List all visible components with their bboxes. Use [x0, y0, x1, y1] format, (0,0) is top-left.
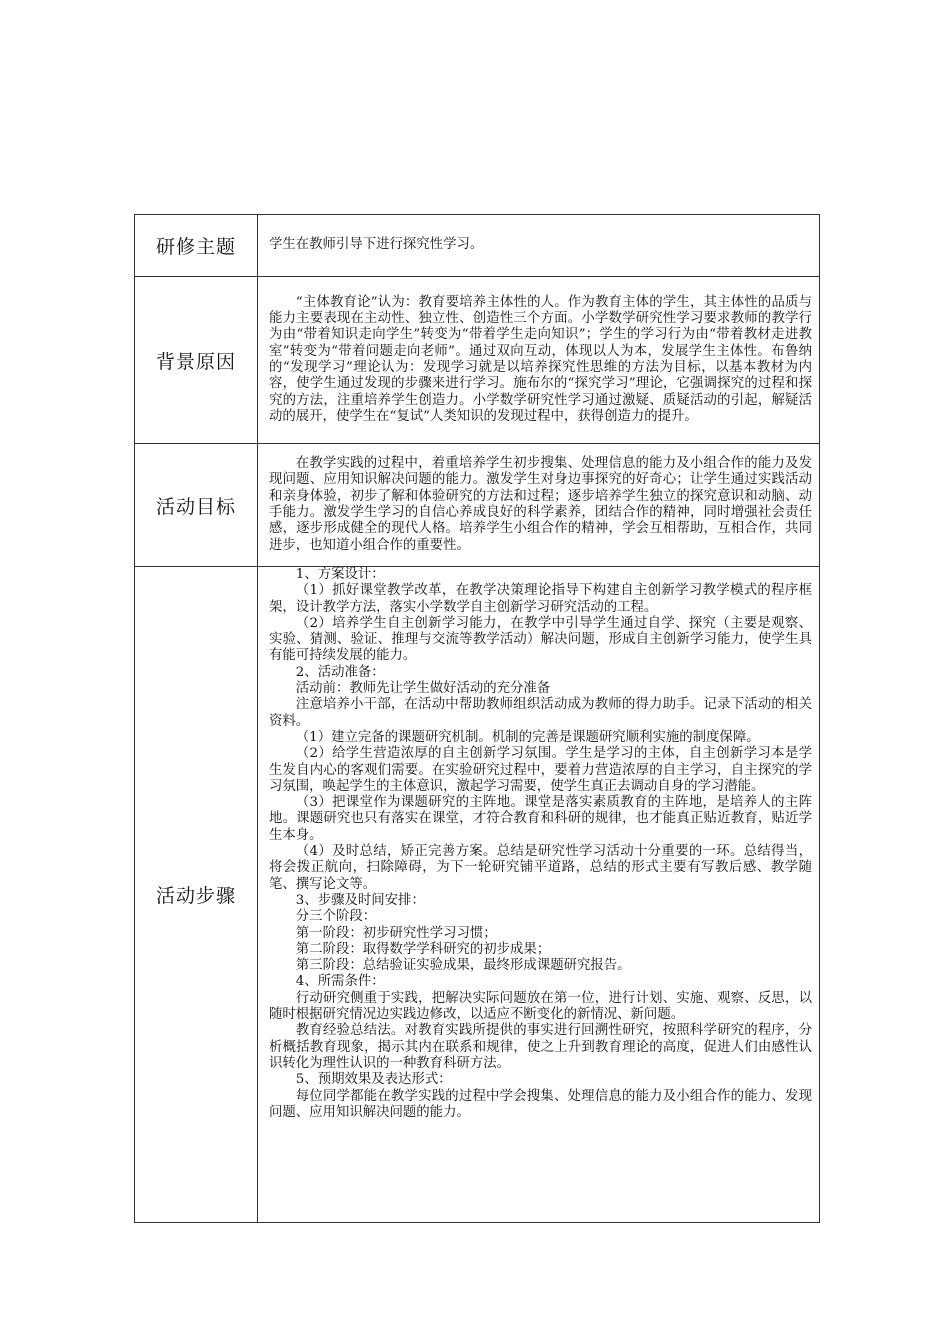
steps-paragraph: 活动前：教师先让学生做好活动的充分准备: [295, 681, 551, 697]
background-paragraph: “主体教育论”认为：教育要培养主体性的人。作为教育主体的学生，其主体性的品质与能力主要表现在主动性、独立性、创造性三个方面。小学数学研究性学习要求教师的教学行为由“带着知识走向学生”转变为“带着学生走向知识”；学生的学习行为由“带着教材走进教室”转变为“带着问题走向老师”。通过双向互动，体现以人为本，发展学生主体性。布鲁纳的“发现学习”理论认为：发现学习就是以培养探究性思维的方法为目标，以基本教材为内容，使学生通过发现的步骤来进行学习。施布尔的“探究学习”理论，它强调探究的过程和探究的方法，注重培养学生创造力。小学数学研究性学习通过激疑、质疑活动的引起，解疑活动的展开，使学生在“复试”人类知识的发现过程中，获得创造力的提升。: [269, 294, 812, 424]
steps-paragraph: 2、活动准备：: [295, 664, 385, 680]
steps-paragraph: 4、所需条件：: [295, 974, 385, 990]
steps-paragraph: （1）抓好课堂教学改革，在教学决策理论指导下构建自主创新学习教学模式的程序框架，设计教学方法，落实小学数学自主创新学习研究活动的工程。: [269, 583, 812, 615]
label-background: 背景原因: [135, 277, 258, 444]
steps-paragraph: 教育经验总结法。对教育实践所提供的事实进行回溯性研究，按照科学研究的程序，分析概括教育现象，揭示其内在联系和规律，使之上升到教育理论的高度，促进人们由感性认识转化为理性认识的一种教育科研方法。: [269, 1023, 812, 1071]
steps-paragraph: 第二阶段：取得数学学科研究的初步成果；: [295, 941, 551, 957]
steps-paragraph: 3、步骤及时间安排：: [295, 892, 425, 908]
steps-paragraph: 1、方案设计：: [295, 567, 385, 582]
steps-paragraph: 每位同学都能在教学实践的过程中学会搜集、处理信息的能力及小组合作的能力、发现问题、应用知识解决问题的能力。: [269, 1088, 812, 1120]
steps-paragraph: 注意培养小干部，在活动中帮助教师组织活动成为教师的得力助手。记录下活动的相关资料。: [269, 697, 812, 729]
content-theme: 学生在教师引导下进行探究性学习。: [258, 215, 820, 277]
label-steps: 活动步骤: [135, 567, 258, 1223]
content-goal: [258, 444, 820, 567]
label-theme: 研修主题: [135, 215, 258, 277]
goal-paragraph: 在教学实践的过程中，着重培养学生初步搜集、处理信息的能力及小组合作的能力及发现问题、应用知识解决问题的能力。激发学生对身边事探究的好奇心；让学生通过实践活动和亲身体验，初步了解和体验研究的方法和过程；逐步培养学生独立的探究意识和动脑、动手能力。激发学生学习的自信心养成良好的科学素养，团结合作的精神，同时增强社会责任感，逐步形成健全的现代人格。培养学生小组合作的精神，学会互相帮助，互相合作，共同进步，也知道小组合作的重要性。: [269, 456, 812, 553]
steps-paragraph: 第三阶段：总结验证实验成果，最终形成课题研究报告。: [295, 958, 631, 974]
row-theme: [135, 215, 820, 277]
steps-paragraph: 分三个阶段：: [295, 909, 377, 925]
label-goal: 活动目标: [135, 444, 258, 567]
steps-paragraph: 第一阶段：初步研究性学习习惯；: [295, 925, 497, 941]
row-steps: [135, 567, 820, 1223]
content-steps: [258, 567, 820, 1223]
steps-paragraph: （4）及时总结，矫正完善方案。总结是研究性学习活动十分重要的一环。总结得当，将会拨正航向，扫除障碍，为下一轮研究铺平道路，总结的形式主要有写教后感、教学随笔、撰写论文等。: [269, 844, 812, 892]
row-goal: [135, 444, 820, 567]
steps-paragraph: （2）培养学生自主创新学习能力，在教学中引导学生通过自学、探究（主要是观察、实验、猜测、验证、推理与交流等教学活动）解决问题，形成自主创新学习能力，使学生具有能可持续发展的能力。: [269, 615, 812, 664]
steps-paragraph: 5、预期效果及表达形式：: [295, 1072, 452, 1088]
steps-paragraph: 行动研究侧重于实践，把解决实际问题放在第一位，进行计划、实施、观察、反思，以随时根据研究情况边实践边修改，以适应不断变化的新情况、新问题。: [269, 990, 812, 1023]
steps-paragraph: （3）把课堂作为课题研究的主阵地。课堂是落实素质教育的主阵地，是培养人的主阵地。课题研究也只有落实在课堂，才符合教育和科研的规律，也才能真正贴近教育，贴近学生本身。: [269, 795, 812, 843]
steps-paragraph: （1）建立完备的课题研究机制。机制的完善是课题研究顺利实施的制度保障。: [295, 729, 760, 745]
row-background: [135, 277, 820, 444]
steps-paragraph: （2）给学生营造浓厚的自主创新学习氛围。学生是学习的主体，自主创新学习本是学生发自内心的客观们需要。在实验研究过程中，要着力营造浓厚的自主学习，自主探究的学习氛围，唤起学生的主体意识，激起学习需要，使学生真正去调动自身的学习潜能。: [269, 746, 812, 794]
content-background: [258, 277, 820, 444]
study-plan-table: [134, 214, 820, 1223]
